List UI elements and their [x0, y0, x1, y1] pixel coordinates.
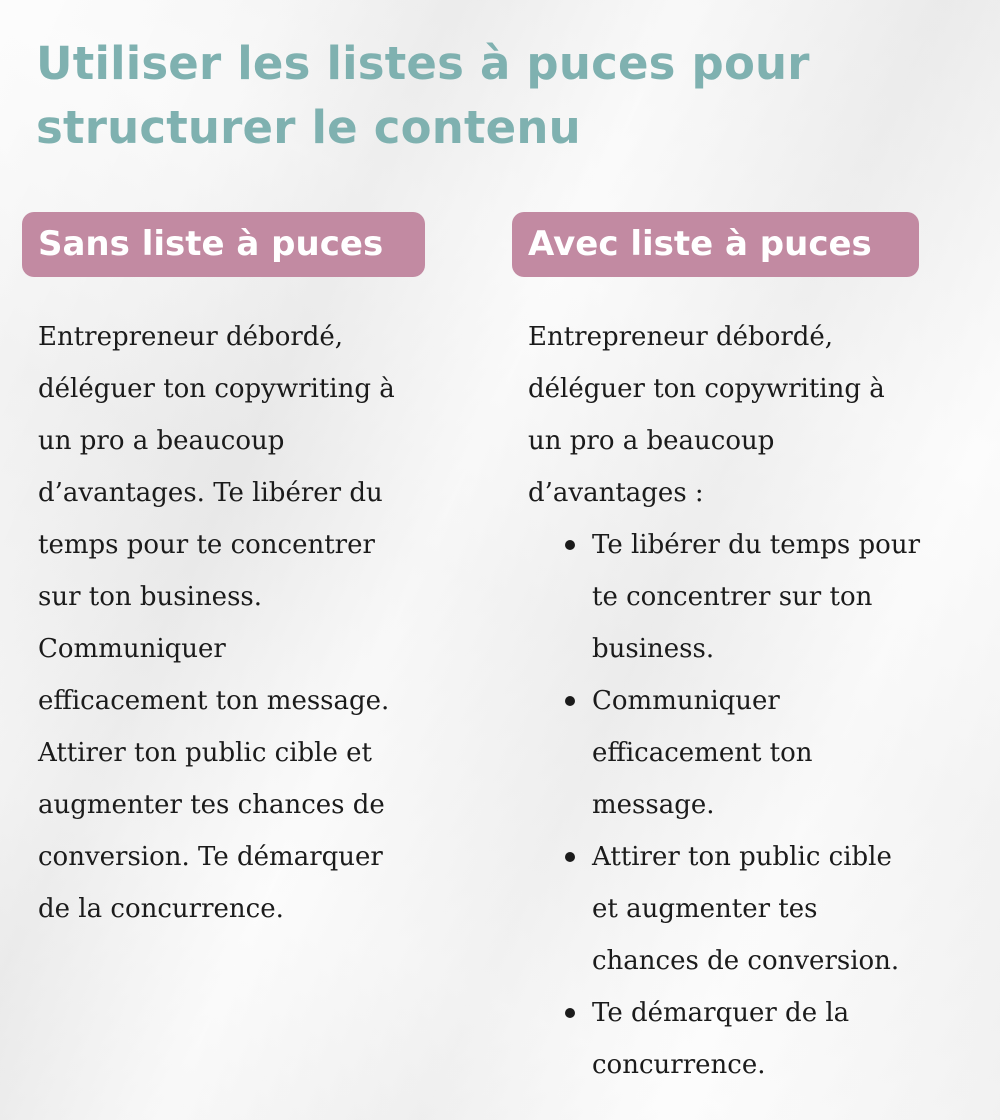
title-line-2: structurer le contenu [36, 101, 581, 154]
intro-text [528, 311, 968, 519]
paragraph-text [38, 311, 448, 935]
text-line: efficacement ton message. [38, 686, 390, 716]
text-line: sur ton business. [38, 582, 263, 612]
list-item [592, 831, 968, 987]
text-line: déléguer ton copywriting à [528, 374, 885, 404]
text-line: Communiquer [38, 634, 226, 664]
text-line: Te démarquer de la [592, 998, 850, 1028]
text-line: te concentrer sur ton [592, 582, 873, 612]
list-item [592, 519, 968, 675]
text-line: d’avantages. Te libérer du [38, 478, 383, 508]
list-item [592, 987, 968, 1091]
bullet-dot-icon [565, 696, 575, 706]
title-line-1: Utiliser les listes à puces pour [36, 37, 810, 90]
text-line: chances de conversion. [592, 946, 900, 976]
text-line: Entrepreneur débordé, [528, 322, 834, 352]
text-line: augmenter tes chances de [38, 790, 385, 820]
badge-with-bullets: Avec liste à puces [512, 212, 919, 277]
text-line: un pro a beaucoup [38, 426, 285, 456]
text-line: un pro a beaucoup [528, 426, 775, 456]
text-line: Attirer ton public cible et [38, 738, 372, 768]
text-line: Te libérer du temps pour [592, 530, 921, 560]
text-line: Communiquer [592, 686, 780, 716]
bullet-dot-icon [565, 852, 575, 862]
text-line: déléguer ton copywriting à [38, 374, 395, 404]
page-title [36, 32, 936, 160]
text-line: et augmenter tes [592, 894, 818, 924]
text-line: conversion. Te démarquer [38, 842, 383, 872]
text-line: d’avantages : [528, 478, 704, 508]
list-item [592, 675, 968, 831]
text-line: de la concurrence. [38, 894, 284, 924]
badge-without-bullets: Sans liste à puces [22, 212, 425, 277]
text-line: business. [592, 634, 715, 664]
text-line: Attirer ton public cible [592, 842, 892, 872]
text-line: concurrence. [592, 1050, 766, 1080]
paragraph-with-bullets [528, 311, 968, 1091]
bullet-dot-icon [565, 540, 575, 550]
text-line: efficacement ton [592, 738, 813, 768]
bullet-list [528, 519, 968, 1091]
text-line: temps pour te concentrer [38, 530, 375, 560]
paragraph-without-bullets [38, 311, 448, 935]
text-line: message. [592, 790, 715, 820]
bullet-dot-icon [565, 1008, 575, 1018]
text-line: Entrepreneur débordé, [38, 322, 344, 352]
